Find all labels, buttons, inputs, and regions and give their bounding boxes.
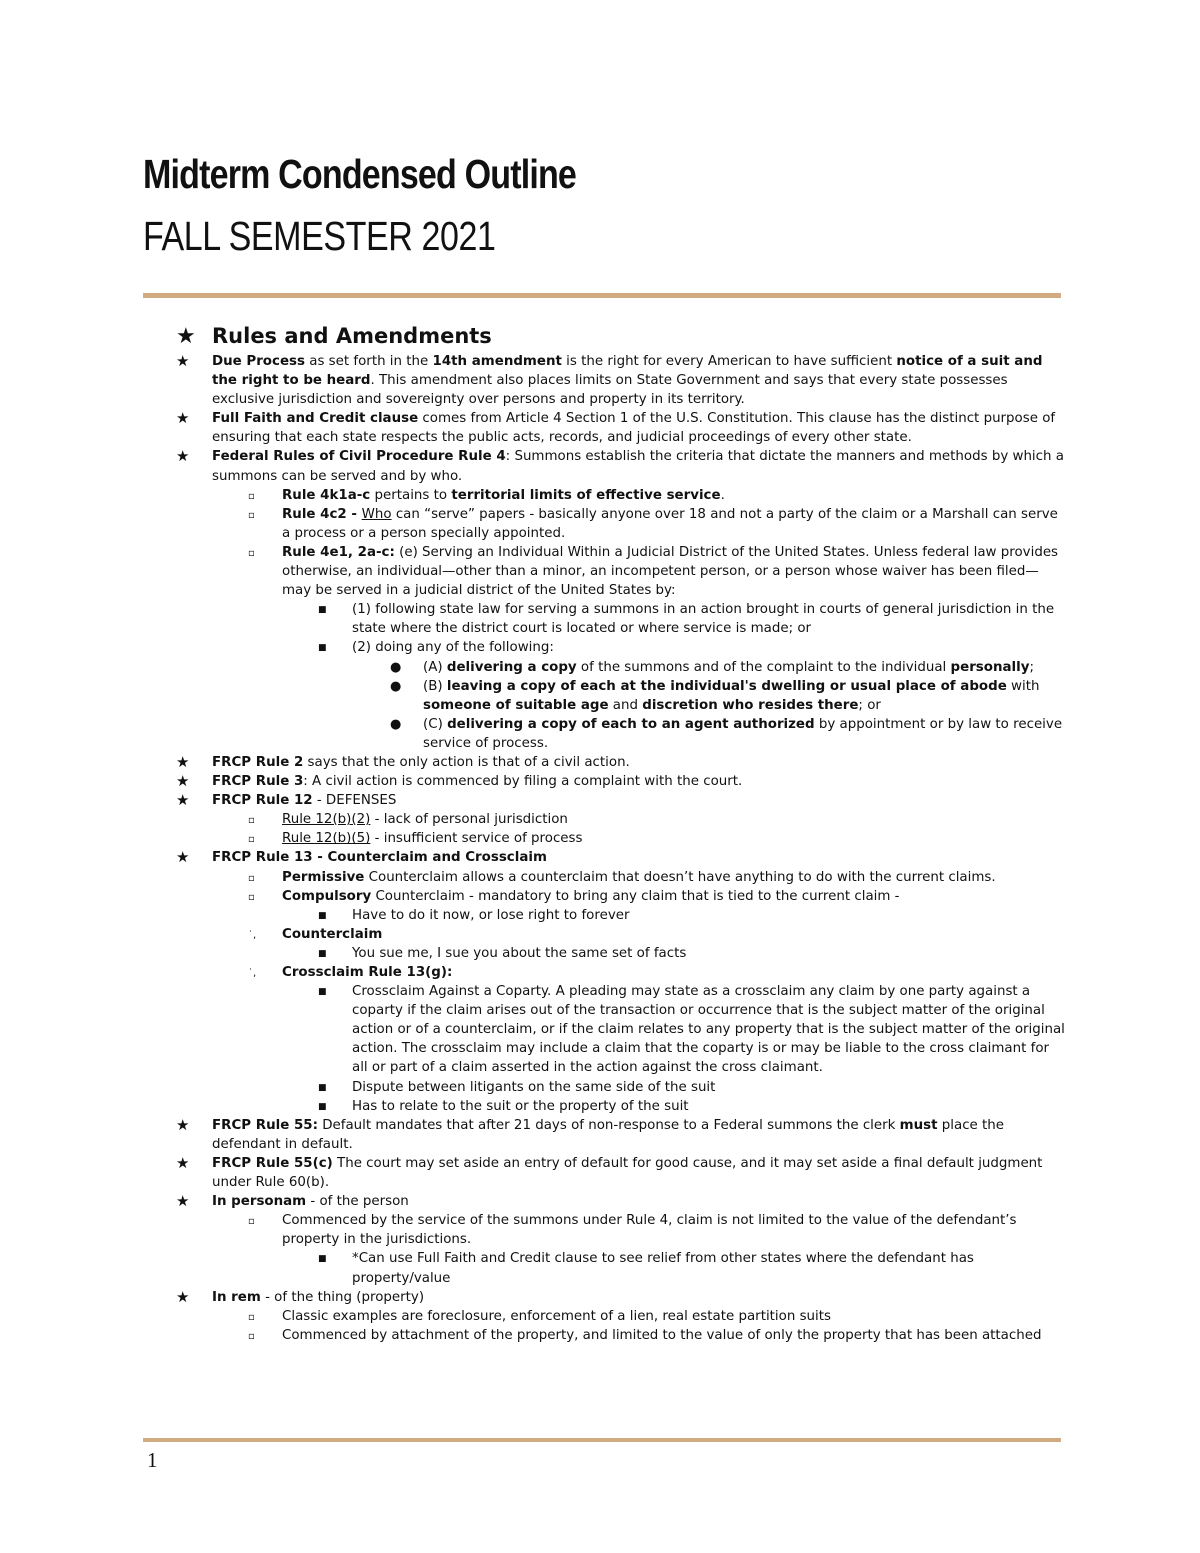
- hollow-square-bullet-icon: ˙,: [248, 968, 257, 979]
- footer-divider: [143, 1438, 1061, 1442]
- text-run: is the right for every American to have sufficient: [561, 354, 897, 369]
- text-run: - of the person: [306, 1194, 409, 1210]
- section-heading-text: Rules and Amendments: [212, 324, 492, 348]
- star-bullet-icon: ★: [176, 1192, 190, 1211]
- text-run: .: [720, 487, 725, 503]
- outline-item-text: [352, 1097, 1066, 1116]
- hollow-square-bullet-icon: ▫: [248, 815, 255, 827]
- text-run: says that the only action is that of a civil action.: [303, 754, 630, 770]
- outline-item-level-4: [176, 658, 1066, 677]
- outline-item-text: [282, 810, 1066, 829]
- text-run: ; or: [858, 697, 881, 713]
- outline-item-text: [212, 772, 1066, 791]
- text-run: Default mandates that after 21 days of non-response to a Federal summons the clerk: [317, 1117, 900, 1133]
- star-bullet-icon: ★: [176, 409, 190, 428]
- outline-item-text: [212, 352, 1066, 409]
- hollow-square-bullet-icon: ▫: [248, 1216, 255, 1228]
- bold-text: FRCP Rule 55:: [212, 1117, 318, 1133]
- outline-item-level-3: [176, 638, 1066, 657]
- header-divider: [143, 293, 1061, 298]
- outline-item-level-4: [176, 715, 1066, 753]
- text-run: Classic examples are foreclosure, enforcement of a lien, real estate partition suits: [282, 1308, 831, 1324]
- bold-text: Full Faith and Credit clause: [212, 411, 419, 427]
- text-run: - lack of personal jurisdiction: [370, 812, 568, 828]
- bold-text: leaving a copy of each at the individual's dwelling or usual place of abode: [446, 678, 1007, 694]
- star-bullet-icon: ★: [176, 1153, 190, 1172]
- text-run: Dispute between litigants on the same side of the suit: [352, 1079, 716, 1095]
- outline-item-text: [212, 1192, 1066, 1211]
- outline-item-text: [282, 963, 1066, 982]
- bold-text: delivering a copy of each to an agent authorized: [447, 716, 815, 732]
- square-bullet-icon: ■: [318, 1254, 327, 1265]
- hollow-square-bullet-icon: ▫: [248, 834, 255, 846]
- bold-text: Rule 4c2 -: [282, 506, 362, 522]
- outline-item-text: [282, 1326, 1066, 1345]
- outline-item-text: [212, 1116, 1066, 1154]
- star-bullet-icon: ★: [176, 447, 190, 466]
- text-run: You sue me, I sue you about the same set of facts: [352, 945, 687, 961]
- text-run: Has to relate to the suit or the property of the suit: [352, 1098, 689, 1114]
- bold-text: Due Process: [212, 354, 305, 369]
- bold-text: discretion who resides there: [642, 697, 859, 713]
- outline-item-text: [352, 982, 1066, 1077]
- text-run: (1) following state law for serving a summons in an action brought in courts of general jurisdiction in the state where the district court is located or where service is made; or: [352, 602, 1055, 637]
- text-run: - of the thing (property): [260, 1289, 425, 1305]
- bold-text: Federal Rules of Civil Procedure Rule 4: [212, 449, 506, 465]
- outline-item-text: [423, 677, 1066, 715]
- bold-text: In personam: [212, 1194, 307, 1210]
- page-number: 1: [147, 1448, 158, 1472]
- outline-item-text: [212, 409, 1066, 447]
- star-bullet-icon: ★: [176, 791, 190, 810]
- underlined-text: Rule 12(b)(2): [282, 812, 371, 828]
- outline-item-text: [352, 600, 1066, 638]
- outline-item-level-3: [176, 600, 1066, 638]
- outline-item-level-2: [176, 963, 1066, 982]
- bold-text: Rule 4e1, 2a-c:: [282, 544, 395, 560]
- star-bullet-icon: ★: [176, 324, 196, 349]
- outline-item-level-2: [176, 829, 1066, 848]
- outline-item-level-3: [176, 906, 1066, 925]
- document-title: Midterm Condensed Outline: [143, 151, 577, 197]
- dot-bullet-icon: ●: [390, 678, 402, 694]
- hollow-square-bullet-icon: ▫: [248, 509, 255, 521]
- text-run: Counterclaim - mandatory to bring any claim that is tied to the current claim -: [371, 888, 900, 904]
- bold-text: FRCP Rule 2: [212, 754, 304, 770]
- bold-text: 14th amendment: [432, 354, 562, 369]
- outline-item-text: [352, 1249, 1066, 1287]
- bold-text: delivering a copy: [446, 659, 577, 675]
- text-run: as set forth in the: [304, 354, 433, 369]
- bold-text: Permissive: [282, 869, 365, 885]
- bold-text: Compulsory: [282, 888, 372, 904]
- text-run: : Summons establish the criteria that dictate the manners and methods by which a summons can be served and by who.: [212, 449, 1064, 484]
- square-bullet-icon: ■: [318, 605, 327, 616]
- outline-item-text: [212, 848, 1066, 867]
- outline-item-level-3: [176, 1097, 1066, 1116]
- underlined-text: Rule 12(b)(5): [282, 831, 371, 847]
- outline-item-text: [423, 715, 1066, 753]
- bold-text: someone of suitable age: [423, 697, 609, 713]
- outline-item-text: [352, 638, 1066, 657]
- text-run: of the summons and of the complaint to the individual: [576, 659, 951, 675]
- star-bullet-icon: ★: [176, 352, 190, 370]
- star-bullet-icon: ★: [176, 848, 190, 867]
- outline-item-level-3: [176, 944, 1066, 963]
- outline-item-level-1: [176, 1116, 1066, 1154]
- outline-item-level-2: [176, 887, 1066, 906]
- outline-item-level-2: [176, 868, 1066, 887]
- hollow-square-bullet-icon: ▫: [248, 547, 255, 559]
- square-bullet-icon: ■: [318, 987, 327, 998]
- star-bullet-icon: ★: [176, 1287, 190, 1306]
- outline-item-level-3: [176, 982, 1066, 1077]
- outline-item-level-1: [176, 1154, 1066, 1192]
- outline-item-text: [212, 753, 1066, 772]
- outline-item-text: [212, 1154, 1066, 1192]
- hollow-square-bullet-icon: ▫: [248, 1330, 255, 1342]
- text-run: (2) doing any of the following:: [352, 640, 554, 656]
- square-bullet-icon: ■: [318, 910, 327, 921]
- outline-item-level-2: [176, 543, 1066, 600]
- outline-item-level-1: [176, 352, 1066, 409]
- star-bullet-icon: ★: [176, 752, 190, 771]
- outline-item-level-2: [176, 810, 1066, 829]
- square-bullet-icon: ■: [318, 1101, 327, 1112]
- square-bullet-icon: ■: [318, 643, 327, 654]
- outline-item-text: [282, 829, 1066, 848]
- outline-item-level-2: [176, 1326, 1066, 1345]
- text-run: - insufficient service of process: [370, 831, 583, 847]
- document-subtitle: FALL SEMESTER 2021: [143, 213, 496, 259]
- text-run: comes from Article 4 Section 1 of the U.S. Constitution. This clause has the distinct purpose of ensuring that each state respects the public acts, records, and judicial proceedings of every other state.: [212, 411, 1056, 446]
- section-heading: [176, 322, 492, 351]
- outline-item-text: [282, 868, 1066, 887]
- outline-item-text: [282, 1307, 1066, 1326]
- outline-item-level-4: [176, 677, 1066, 715]
- outline-item-text: [352, 906, 1066, 925]
- outline-item-level-1: [176, 447, 1066, 485]
- outline-item-level-1: [176, 791, 1066, 810]
- bold-text: must: [899, 1117, 938, 1133]
- text-run: Commenced by the service of the summons under Rule 4, claim is not limited to the value of the defendant’s property in the jurisdictions.: [282, 1213, 1017, 1248]
- bold-text: personally: [950, 659, 1030, 675]
- outline-item-level-3: [176, 1078, 1066, 1097]
- outline-item-level-1: [176, 772, 1066, 791]
- text-run: . This amendment also places limits on State Government and says that every state possesses exclusive jurisdiction and sovereignty over persons and property in its territory.: [212, 373, 1008, 408]
- text-run: (A): [423, 659, 447, 675]
- text-run: by appointment or by law to receive service of process.: [423, 716, 1063, 751]
- outline-item-text: [352, 1078, 1066, 1097]
- outline-item-text: [282, 486, 1066, 505]
- outline-item-text: [282, 505, 1066, 543]
- bold-text: In rem: [212, 1289, 261, 1305]
- outline-item-level-2: [176, 925, 1066, 944]
- outline-item-level-1: [176, 1288, 1066, 1307]
- outline-item-text: [212, 447, 1066, 485]
- text-run: Counterclaim allows a counterclaim that doesn’t have anything to do with the current claims.: [364, 869, 996, 885]
- hollow-square-bullet-icon: ▫: [248, 490, 255, 502]
- square-bullet-icon: ■: [318, 1082, 327, 1093]
- text-run: (B): [423, 678, 447, 694]
- text-run: (e) Serving an Individual Within a Judicial District of the United States. Unless federal law provides otherwise, an individual—other than a minor, an incompetent person, or a person whose waiver has been filed—may be served in a judicial district of the United States by:: [282, 544, 1059, 599]
- bold-text: notice of a suit and the right to be heard: [212, 354, 1043, 389]
- outline-item-text: [282, 1211, 1066, 1249]
- bold-text: territorial limits of effective service: [451, 487, 721, 503]
- dot-bullet-icon: ●: [390, 716, 402, 732]
- text-run: Crossclaim Against a Coparty. A pleading may state as a crossclaim any claim by one party against a coparty if the claim arises out of the transaction or occurrence that is the subject matter of the original action or of a counterclaim, or if the claim relates to any property that is the subject matter of the original action. The crossclaim may include a claim that the coparty is or may be liable to the cross claimant for all or part of a claim asserted in the action against the cross claimant.: [352, 984, 1065, 1076]
- bold-text: Crossclaim Rule 13(g):: [282, 965, 453, 980]
- square-bullet-icon: ■: [318, 948, 327, 959]
- text-run: (C): [423, 716, 448, 732]
- bold-text: FRCP Rule 55(c): [212, 1155, 333, 1171]
- outline-item-text: [212, 791, 1066, 810]
- star-bullet-icon: ★: [176, 772, 190, 791]
- bold-text: FRCP Rule 3: [212, 774, 304, 790]
- bold-text: FRCP Rule 13 - Counterclaim and Crossclaim: [212, 850, 547, 866]
- text-run: with: [1006, 678, 1040, 694]
- underlined-text: Who: [361, 506, 392, 522]
- bold-text: FRCP Rule 12: [212, 793, 313, 809]
- text-run: and: [608, 697, 643, 713]
- outline-item-level-1: [176, 848, 1066, 867]
- text-run: The court may set aside an entry of default for good cause, and it may set aside a final default judgment under Rule 60(b).: [212, 1155, 1043, 1191]
- text-run: *Can use Full Faith and Credit clause to see relief from other states where the defendant has property/value: [352, 1251, 974, 1286]
- bold-text: Counterclaim: [282, 926, 383, 942]
- hollow-square-bullet-icon: ▫: [248, 891, 255, 903]
- text-run: : A civil action is commenced by filing a complaint with the court.: [303, 774, 743, 790]
- outline-item-text: [282, 887, 1066, 906]
- text-run: can “serve” papers - basically anyone over 18 and not a party of the claim or a Marshall can serve a process or a person specially appointed.: [282, 506, 1058, 541]
- outline-item-level-2: [176, 1307, 1066, 1326]
- text-run: place the defendant in default.: [212, 1117, 1005, 1152]
- text-run: Have to do it now, or lose right to forever: [352, 907, 630, 923]
- text-run: - DEFENSES: [312, 793, 397, 809]
- outline-item-level-1: [176, 409, 1066, 447]
- hollow-square-bullet-icon: ▫: [248, 872, 255, 884]
- bold-text: Rule 4k1a-c: [282, 487, 371, 503]
- star-bullet-icon: ★: [176, 1115, 190, 1134]
- outline-list: [176, 352, 1066, 1345]
- outline-item-level-2: [176, 505, 1066, 543]
- outline-item-text: [282, 543, 1066, 600]
- outline-item-level-2: [176, 1211, 1066, 1249]
- outline-item-level-2: [176, 486, 1066, 505]
- text-run: ;: [1029, 659, 1034, 675]
- outline-item-level-3: [176, 1249, 1066, 1287]
- outline-item-level-1: [176, 753, 1066, 772]
- hollow-square-bullet-icon: ˙,: [248, 929, 257, 941]
- outline-item-level-1: [176, 1192, 1066, 1211]
- outline-item-text: [282, 925, 1066, 944]
- dot-bullet-icon: ●: [390, 659, 402, 675]
- text-run: pertains to: [370, 487, 452, 503]
- outline-item-text: [423, 658, 1066, 677]
- hollow-square-bullet-icon: ▫: [248, 1311, 255, 1323]
- outline-item-text: [212, 1288, 1066, 1307]
- text-run: Commenced by attachment of the property, and limited to the value of only the property that has been attached: [282, 1327, 1042, 1343]
- outline-item-text: [352, 944, 1066, 963]
